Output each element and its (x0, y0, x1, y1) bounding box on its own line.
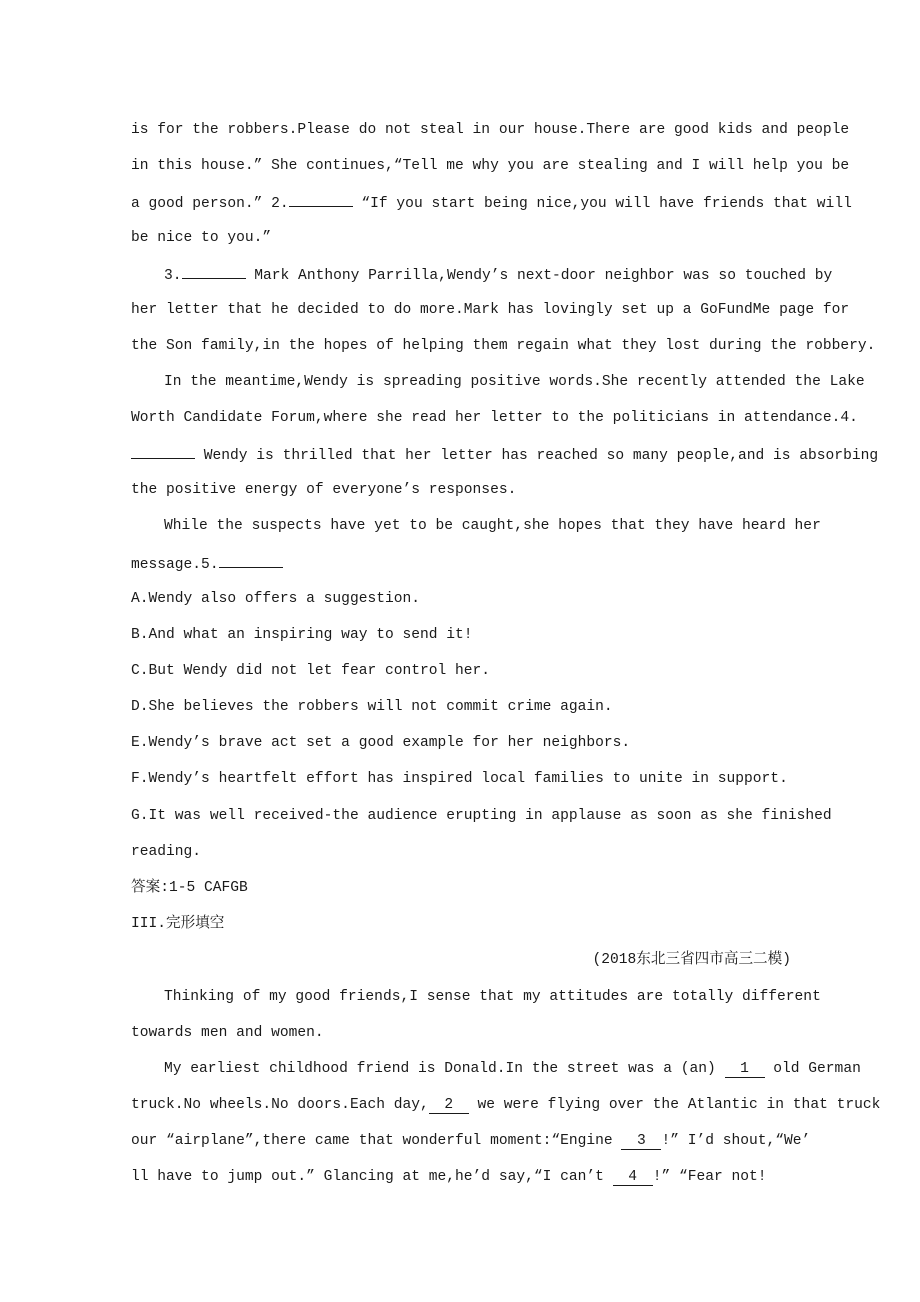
option-e: E.Wendy’s brave act set a good example for her neighbors. (131, 735, 631, 751)
text-line (131, 553, 283, 573)
cloze-blank-1: 1 (725, 1062, 765, 1078)
text-segment: our “airplane”,there came that wonderful moment:“Engine (131, 1133, 622, 1149)
text-line: her letter that he decided to do more.Mark has lovingly set up a GoFundMe page for (131, 302, 850, 318)
text-line: Worth Candidate Forum,where she read her letter to the politicians in attendance.4. (131, 410, 858, 426)
cloze-blank-4: 4 (613, 1170, 653, 1186)
text-line (131, 1131, 810, 1151)
text-segment: Wendy is thrilled that her letter has reached so many people,and is absorbing (195, 448, 879, 464)
answer-key: 答案:1-5 CAFGB (131, 880, 248, 896)
answer-blank-3 (182, 264, 246, 279)
text-segment: ll have to jump out.” Glancing at me,he’d say,“I can’t (131, 1169, 613, 1185)
option-d: D.She believes the robbers will not commit crime again. (131, 699, 613, 715)
text-line: In the meantime,Wendy is spreading positive words.She recently attended the Lake (164, 374, 865, 390)
text-segment: a good person.” 2. (131, 196, 289, 212)
section-heading: III.完形填空 (131, 916, 225, 932)
text-segment: message.5. (131, 557, 219, 573)
option-a: A.Wendy also offers a suggestion. (131, 591, 421, 607)
option-g-continued: reading. (131, 844, 202, 860)
text-line: towards men and women. (131, 1025, 324, 1041)
text-line (164, 1059, 861, 1079)
text-segment: Mark Anthony Parrilla,Wendy’s next-door neighbor was so touched by (245, 268, 833, 284)
text-line (164, 264, 832, 284)
option-b: B.And what an inspiring way to send it! (131, 627, 473, 643)
answer-blank-4 (131, 444, 195, 459)
text-segment: 3. (164, 268, 182, 284)
text-segment: “If you start being nice,you will have friends that will (352, 196, 852, 212)
option-f: F.Wendy’s heartfelt effort has inspired local families to unite in support. (131, 771, 788, 787)
option-c: C.But Wendy did not let fear control her. (131, 663, 491, 679)
text-line (131, 444, 878, 464)
source-citation: (2018东北三省四市高三二模) (592, 952, 791, 968)
text-line (131, 1095, 880, 1115)
text-segment: My earliest childhood friend is Donald.In the street was a (an) (164, 1061, 725, 1077)
text-line (131, 192, 852, 212)
text-segment: !” I’d shout,“We’ (661, 1133, 811, 1149)
option-g: G.It was well received-the audience erupting in applause as soon as she finished (131, 808, 832, 824)
text-line: be nice to you.” (131, 230, 272, 246)
text-line: While the suspects have yet to be caught,she hopes that they have heard her (164, 518, 821, 534)
text-segment: we were flying over the Atlantic in that truck (468, 1097, 881, 1113)
text-segment: !” “Fear not! (652, 1169, 767, 1185)
text-line: is for the robbers.Please do not steal in our house.There are good kids and people (131, 122, 850, 138)
answer-blank-2 (289, 192, 353, 207)
text-line: the Son family,in the hopes of helping them regain what they lost during the robbery. (131, 338, 876, 354)
text-segment: truck.No wheels.No doors.Each day, (131, 1097, 429, 1113)
text-line: in this house.” She continues,“Tell me why you are stealing and I will help you be (131, 158, 850, 174)
cloze-blank-2: 2 (429, 1098, 469, 1114)
text-segment: old German (764, 1061, 861, 1077)
text-line: Thinking of my good friends,I sense that my attitudes are totally different (164, 989, 821, 1005)
text-line (131, 1167, 767, 1187)
cloze-blank-3: 3 (621, 1134, 661, 1150)
text-line: the positive energy of everyone’s responses. (131, 482, 517, 498)
answer-blank-5 (219, 553, 283, 568)
